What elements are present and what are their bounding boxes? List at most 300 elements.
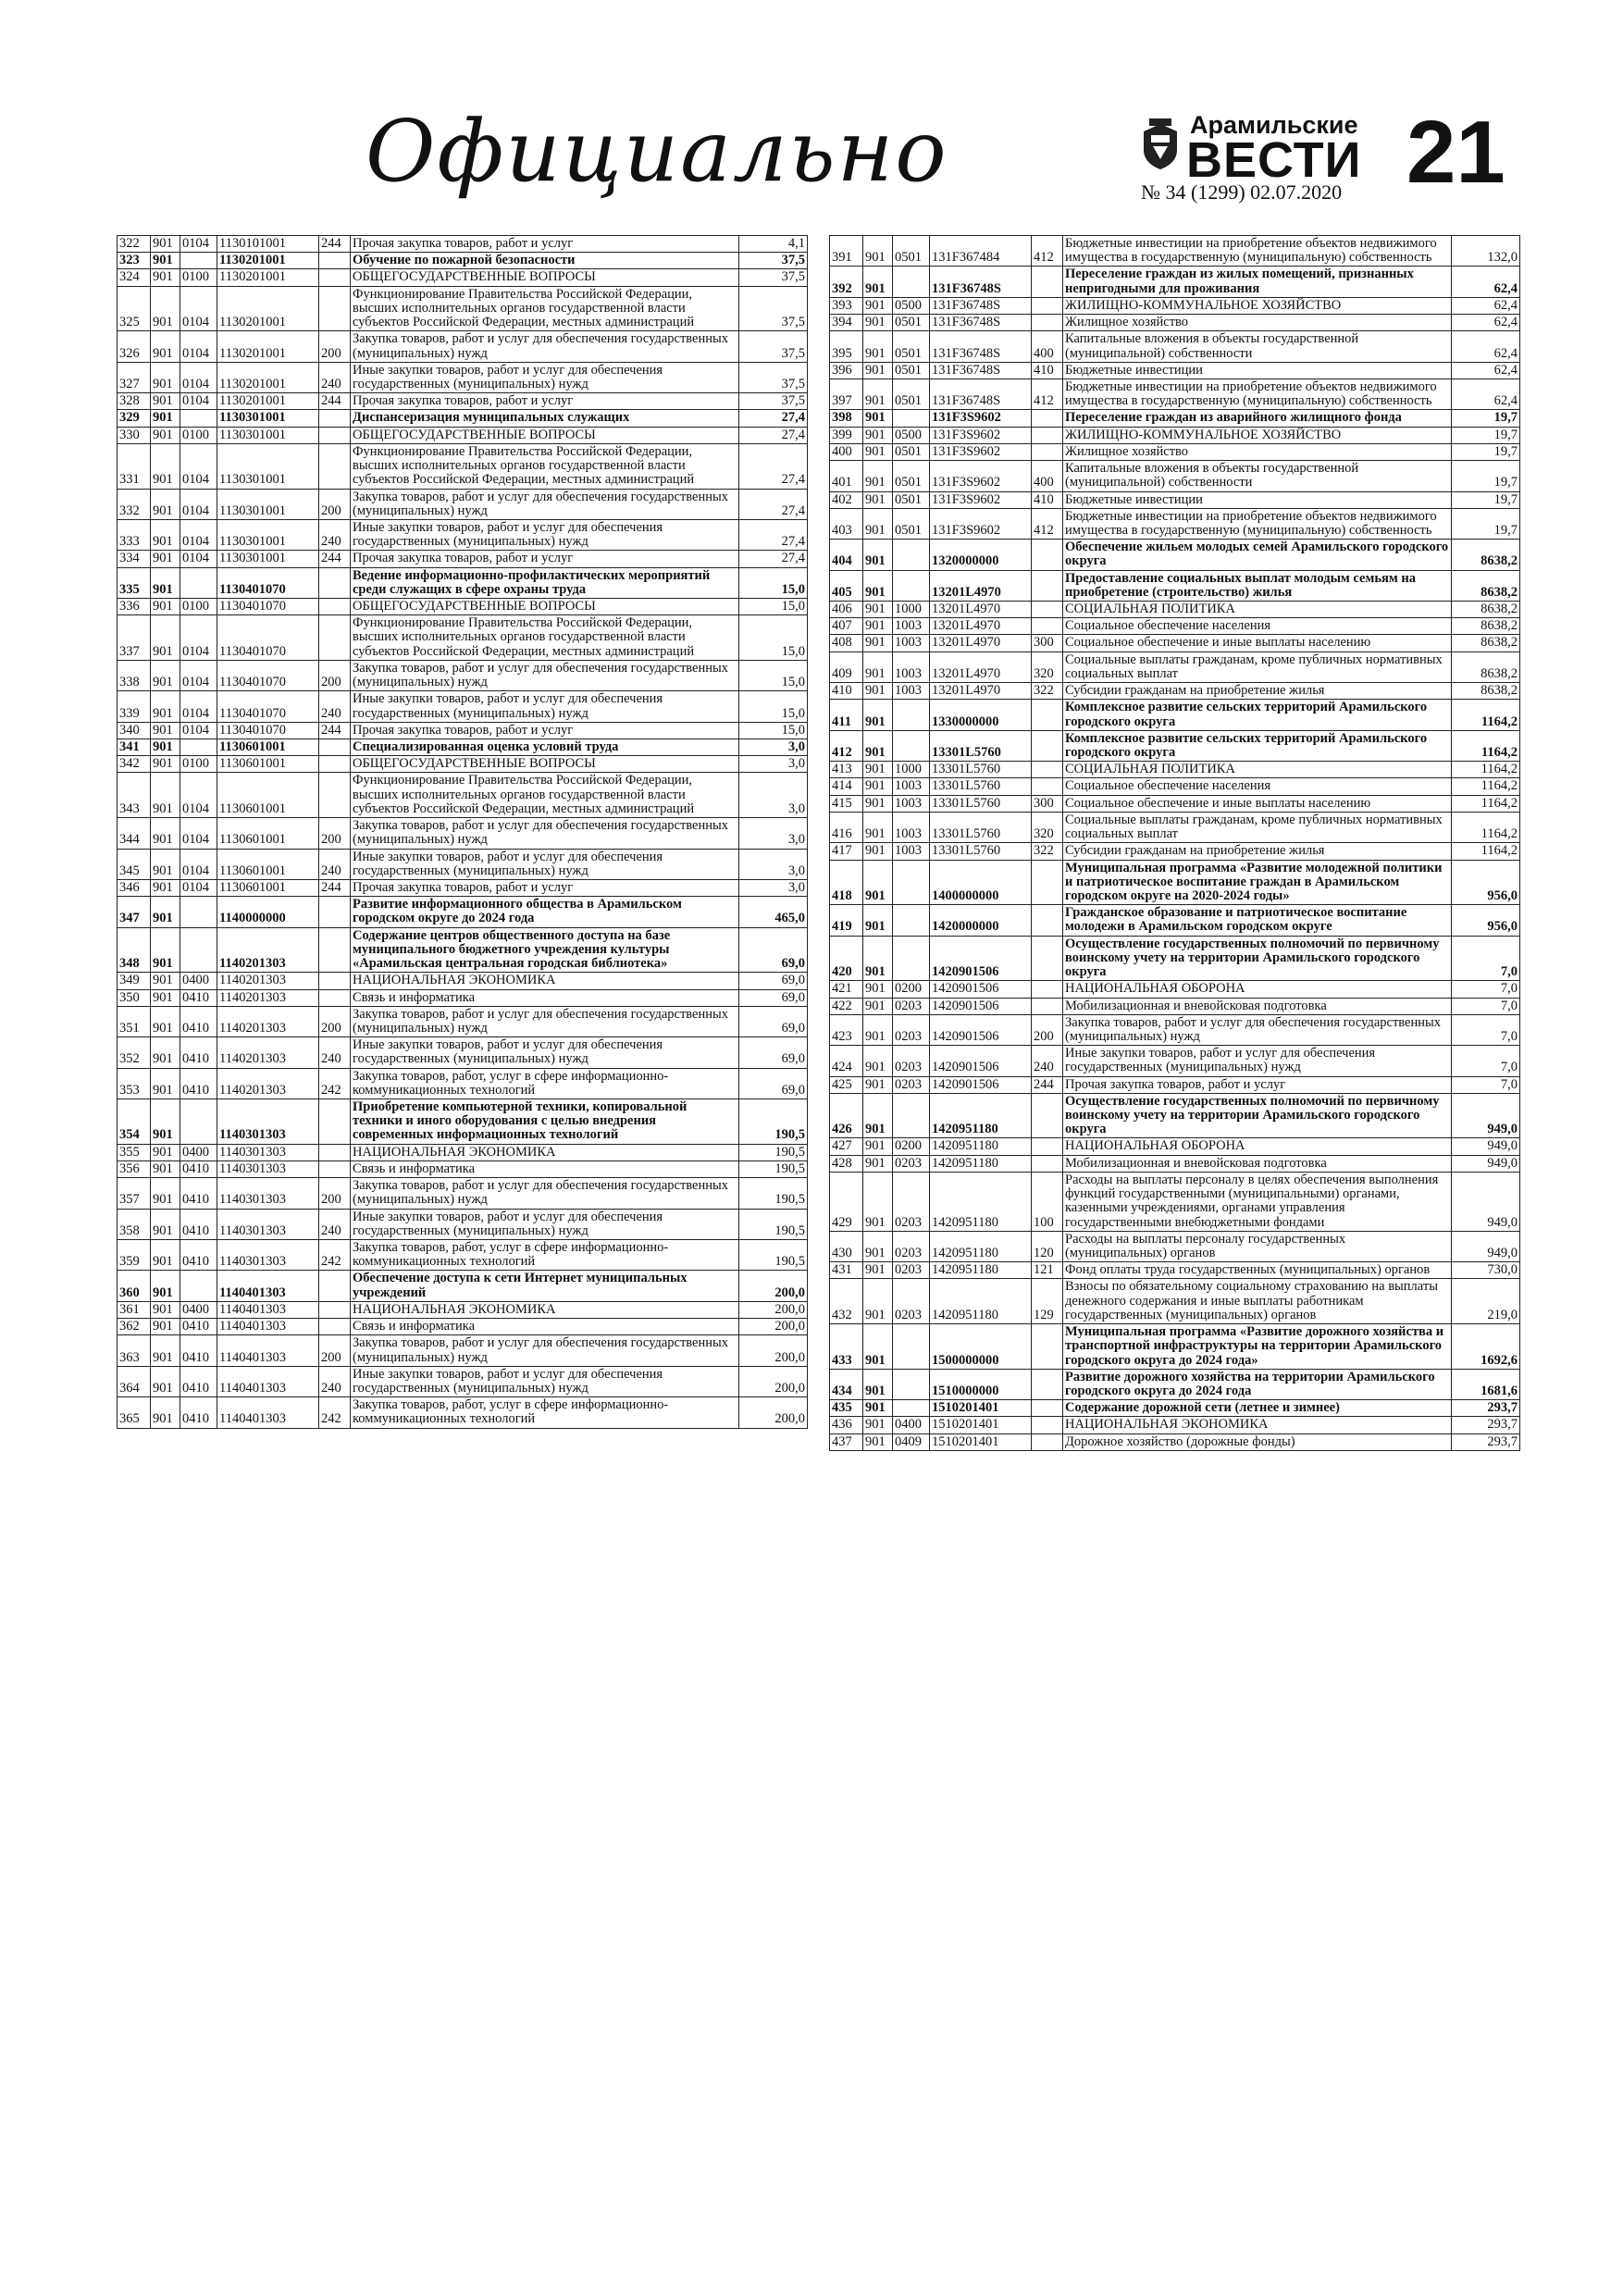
target-code: 13301L5760 [930, 812, 1032, 842]
amount: 69,0 [739, 973, 808, 989]
amount: 69,0 [739, 989, 808, 1006]
target-code: 1130201001 [217, 362, 319, 392]
ministry-code: 901 [151, 660, 180, 690]
section-code: 1003 [893, 843, 930, 860]
expense-type-code [1032, 315, 1063, 331]
ministry-code: 901 [151, 739, 180, 756]
section-code [180, 567, 217, 598]
row-number: 360 [118, 1271, 151, 1301]
section-code: 0501 [893, 315, 930, 331]
expense-type-code: 244 [319, 393, 351, 410]
row-number: 347 [118, 897, 151, 927]
table-row [830, 236, 1520, 267]
ministry-code: 901 [151, 849, 180, 879]
table-row [118, 599, 808, 615]
expense-type-code [319, 1099, 351, 1145]
target-code: 1420901506 [930, 1046, 1032, 1076]
target-code: 1420901506 [930, 1076, 1032, 1093]
target-code: 1320000000 [930, 540, 1032, 570]
table-row [118, 615, 808, 661]
ministry-code: 901 [151, 879, 180, 896]
item-name: Прочая закупка товаров, работ и услуг [351, 722, 739, 738]
ministry-code: 901 [863, 778, 893, 795]
amount: 62,4 [1452, 297, 1520, 314]
ministry-code: 901 [863, 981, 893, 998]
row-number: 418 [830, 860, 863, 905]
item-name: Капитальные вложения в объекты государственной (муниципальной) собственности [1063, 461, 1452, 491]
section-code: 1003 [893, 652, 930, 682]
section-code: 0410 [180, 1160, 217, 1177]
row-number: 414 [830, 778, 863, 795]
target-code: 1140301303 [217, 1209, 319, 1239]
table-row [118, 973, 808, 989]
expense-type-code [1032, 778, 1063, 795]
ministry-code: 901 [151, 236, 180, 253]
ministry-code: 901 [151, 1335, 180, 1366]
item-name: Иные закупки товаров, работ и услуг для обеспечения государственных (муниципальных) нужд [351, 1037, 739, 1068]
row-number: 357 [118, 1178, 151, 1209]
expense-type-code [319, 443, 351, 489]
item-name: Жилищное хозяйство [1063, 443, 1452, 460]
row-number: 334 [118, 551, 151, 567]
row-number: 425 [830, 1076, 863, 1093]
item-name: Комплексное развитие сельских территорий Арамильского городского округа [1063, 730, 1452, 761]
row-number: 403 [830, 508, 863, 539]
table-row [830, 1369, 1520, 1399]
item-name: Бюджетные инвестиции [1063, 362, 1452, 379]
expense-type-code: 121 [1032, 1262, 1063, 1279]
target-code: 1130201001 [217, 286, 319, 331]
section-code: 0410 [180, 1037, 217, 1068]
section-code: 0500 [893, 427, 930, 443]
row-number: 329 [118, 410, 151, 427]
row-number: 421 [830, 981, 863, 998]
item-name: Функционирование Правительства Российской Федерации, высших исполнительных органов государственной власти субъектов Российской Федерации, местных администраций [351, 443, 739, 489]
section-code: 0104 [180, 879, 217, 896]
expense-type-code: 200 [319, 331, 351, 362]
amount: 62,4 [1452, 331, 1520, 362]
expense-type-code: 242 [319, 1068, 351, 1098]
item-name: ОБЩЕГОСУДАРСТВЕННЫЕ ВОПРОСЫ [351, 599, 739, 615]
target-code: 13301L5760 [930, 778, 1032, 795]
row-number: 434 [830, 1369, 863, 1399]
target-code: 1140201303 [217, 1006, 319, 1036]
expense-type-code: 300 [1032, 635, 1063, 652]
table-row [830, 762, 1520, 778]
row-number: 406 [830, 602, 863, 618]
section-code: 0104 [180, 849, 217, 879]
row-number: 330 [118, 427, 151, 443]
item-name: Расходы на выплаты персоналу государственных (муниципальных) органов [1063, 1231, 1452, 1261]
row-number: 361 [118, 1301, 151, 1318]
amount: 293,7 [1452, 1400, 1520, 1417]
target-code: 1130101001 [217, 236, 319, 253]
expense-type-code [1032, 267, 1063, 297]
target-code: 13201L4970 [930, 683, 1032, 700]
item-name: Функционирование Правительства Российской Федерации, высших исполнительных органов государственной власти субъектов Российской Федерации, местных администраций [351, 615, 739, 661]
table-row [118, 1366, 808, 1396]
target-code: 1130301001 [217, 551, 319, 567]
target-code: 1140201303 [217, 1037, 319, 1068]
row-number: 413 [830, 762, 863, 778]
table-row [118, 897, 808, 927]
item-name: Специализированная оценка условий труда [351, 739, 739, 756]
row-number: 430 [830, 1231, 863, 1261]
expense-type-code [1032, 410, 1063, 427]
table-row [830, 1417, 1520, 1433]
section-code: 0104 [180, 286, 217, 331]
ministry-code: 901 [863, 1076, 893, 1093]
row-number: 349 [118, 973, 151, 989]
row-number: 346 [118, 879, 151, 896]
table-row [118, 1301, 808, 1318]
row-number: 412 [830, 730, 863, 761]
item-name: Осуществление государственных полномочий по первичному воинскому учету на территории Арамильского городского округа [1063, 936, 1452, 981]
section-code: 0410 [180, 1240, 217, 1271]
amount: 37,5 [739, 362, 808, 392]
amount: 200,0 [739, 1335, 808, 1366]
item-name: Комплексное развитие сельских территорий Арамильского городского округа [1063, 700, 1452, 730]
row-number: 333 [118, 519, 151, 550]
row-number: 392 [830, 267, 863, 297]
expense-type-code [319, 739, 351, 756]
amount: 200,0 [739, 1366, 808, 1396]
table-row [118, 1271, 808, 1301]
ministry-code: 901 [151, 1301, 180, 1318]
ministry-code: 901 [863, 443, 893, 460]
target-code: 131F3S9602 [930, 461, 1032, 491]
section-code [180, 927, 217, 973]
expense-type-code: 322 [1032, 843, 1063, 860]
section-code [893, 700, 930, 730]
item-name: Связь и информатика [351, 1319, 739, 1335]
expense-type-code: 300 [1032, 795, 1063, 812]
expense-type-code: 410 [1032, 491, 1063, 508]
ministry-code: 901 [151, 551, 180, 567]
expense-type-code [319, 410, 351, 427]
ministry-code: 901 [151, 1144, 180, 1160]
ministry-code: 901 [151, 489, 180, 519]
ministry-code: 901 [863, 1172, 893, 1231]
ministry-code: 901 [151, 756, 180, 773]
table-row [830, 1433, 1520, 1450]
row-number: 331 [118, 443, 151, 489]
amount: 190,5 [739, 1178, 808, 1209]
item-name: Обеспечение доступа к сети Интернет муниципальных учреждений [351, 1271, 739, 1301]
section-code: 0203 [893, 1172, 930, 1231]
table-row [830, 1046, 1520, 1076]
table-row [118, 1160, 808, 1177]
item-name: Закупка товаров, работ и услуг для обеспечения государственных (муниципальных) нужд [351, 1006, 739, 1036]
row-number: 359 [118, 1240, 151, 1271]
table-row [830, 297, 1520, 314]
section-code [893, 860, 930, 905]
item-name: Взносы по обязательному социальному страхованию на выплаты денежного содержания и иные выплаты работникам государственных (муниципальных) органов [1063, 1279, 1452, 1324]
table-row [118, 1209, 808, 1239]
expense-type-code [319, 567, 351, 598]
section-code: 1000 [893, 762, 930, 778]
item-name: Закупка товаров, работ и услуг для обеспечения государственных (муниципальных) нужд [351, 489, 739, 519]
table-row [118, 1144, 808, 1160]
expense-type-code [319, 1319, 351, 1335]
expense-type-code: 412 [1032, 236, 1063, 267]
amount: 15,0 [739, 660, 808, 690]
target-code: 1130401070 [217, 567, 319, 598]
row-number: 340 [118, 722, 151, 738]
ministry-code: 901 [863, 1262, 893, 1279]
expense-type-code [1032, 427, 1063, 443]
brand-name-large: ВЕСТИ [1186, 132, 1362, 188]
target-code: 1130401070 [217, 691, 319, 722]
target-code: 13301L5760 [930, 795, 1032, 812]
item-name: Социальное обеспечение населения [1063, 778, 1452, 795]
target-code: 1140201303 [217, 927, 319, 973]
ministry-code: 901 [151, 973, 180, 989]
amount: 1164,2 [1452, 795, 1520, 812]
item-name: Закупка товаров, работ, услуг в сфере информационно-коммуникационных технологий [351, 1397, 739, 1428]
ministry-code: 901 [151, 691, 180, 722]
expense-type-code: 242 [319, 1397, 351, 1428]
ministry-code: 901 [863, 315, 893, 331]
expense-type-code: 322 [1032, 683, 1063, 700]
row-number: 409 [830, 652, 863, 682]
section-code [893, 905, 930, 936]
section-code [893, 936, 930, 981]
item-name: Иные закупки товаров, работ и услуг для обеспечения государственных (муниципальных) нужд [351, 1366, 739, 1396]
section-code: 0203 [893, 1279, 930, 1324]
row-number: 338 [118, 660, 151, 690]
row-number: 415 [830, 795, 863, 812]
table-row [830, 1014, 1520, 1045]
target-code: 1400000000 [930, 860, 1032, 905]
target-code: 131F36748S [930, 362, 1032, 379]
amount: 200,0 [739, 1319, 808, 1335]
table-row [830, 700, 1520, 730]
target-code: 1140301303 [217, 1144, 319, 1160]
target-code: 1330000000 [930, 700, 1032, 730]
target-code: 1420951180 [930, 1138, 1032, 1155]
expense-type-code [1032, 297, 1063, 314]
item-name: Функционирование Правительства Российской Федерации, высших исполнительных органов государственной власти субъектов Российской Федерации, местных администраций [351, 773, 739, 818]
row-number: 429 [830, 1172, 863, 1231]
ministry-code: 901 [151, 427, 180, 443]
ministry-code: 901 [863, 1400, 893, 1417]
target-code: 1130201001 [217, 269, 319, 286]
target-code: 1130401070 [217, 722, 319, 738]
item-name: Закупка товаров, работ и услуг для обеспечения государственных (муниципальных) нужд [351, 331, 739, 362]
amount: 956,0 [1452, 905, 1520, 936]
amount: 27,4 [739, 519, 808, 550]
target-code: 1140301303 [217, 1240, 319, 1271]
amount: 949,0 [1452, 1138, 1520, 1155]
table-row [830, 267, 1520, 297]
row-number: 399 [830, 427, 863, 443]
expense-type-code [319, 897, 351, 927]
ministry-code: 901 [151, 393, 180, 410]
expense-type-code: 400 [1032, 331, 1063, 362]
target-code: 1420951180 [930, 1155, 1032, 1172]
ministry-code: 901 [863, 331, 893, 362]
table-row [830, 981, 1520, 998]
target-code: 13201L4970 [930, 570, 1032, 601]
target-code: 1130401070 [217, 615, 319, 661]
target-code: 1130301001 [217, 519, 319, 550]
expense-type-code: 120 [1032, 1231, 1063, 1261]
section-code: 1003 [893, 795, 930, 812]
amount: 19,7 [1452, 410, 1520, 427]
amount: 37,5 [739, 331, 808, 362]
target-code: 1130201001 [217, 253, 319, 269]
table-row [118, 427, 808, 443]
ministry-code: 901 [863, 461, 893, 491]
item-name: Переселение граждан из аварийного жилищного фонда [1063, 410, 1452, 427]
amount: 27,4 [739, 443, 808, 489]
expense-type-code [319, 989, 351, 1006]
item-name: Иные закупки товаров, работ и услуг для обеспечения государственных (муниципальных) нужд [351, 362, 739, 392]
section-code: 0400 [893, 1417, 930, 1433]
row-number: 422 [830, 998, 863, 1014]
section-code: 0104 [180, 818, 217, 849]
target-code: 13201L4970 [930, 602, 1032, 618]
table-row [118, 1099, 808, 1145]
section-code: 0501 [893, 443, 930, 460]
expense-type-code [319, 973, 351, 989]
target-code: 1130301001 [217, 443, 319, 489]
section-code: 0100 [180, 756, 217, 773]
amount: 37,5 [739, 253, 808, 269]
expense-type-code [1032, 618, 1063, 635]
target-code: 1140201303 [217, 989, 319, 1006]
target-code: 131F3S9602 [930, 508, 1032, 539]
table-row [118, 286, 808, 331]
table-row [118, 1037, 808, 1068]
section-code [893, 1324, 930, 1370]
table-row [118, 1240, 808, 1271]
expense-type-code: 412 [1032, 379, 1063, 409]
table-row [830, 570, 1520, 601]
amount: 293,7 [1452, 1417, 1520, 1433]
target-code: 1510201401 [930, 1400, 1032, 1417]
table-row [830, 730, 1520, 761]
table-row [118, 1335, 808, 1366]
table-row [830, 936, 1520, 981]
target-code: 1130201001 [217, 393, 319, 410]
amount: 3,0 [739, 818, 808, 849]
target-code: 1140401303 [217, 1397, 319, 1428]
coat-of-arms-icon [1140, 118, 1181, 170]
expense-type-code: 240 [319, 1366, 351, 1396]
expense-type-code [1032, 998, 1063, 1014]
row-number: 324 [118, 269, 151, 286]
target-code: 1130301001 [217, 410, 319, 427]
expense-type-code: 400 [1032, 461, 1063, 491]
expense-type-code [1032, 1369, 1063, 1399]
item-name: Закупка товаров, работ, услуг в сфере информационно-коммуникационных технологий [351, 1240, 739, 1271]
table-row [118, 253, 808, 269]
amount: 37,5 [739, 269, 808, 286]
ministry-code: 901 [863, 362, 893, 379]
item-name: Развитие информационного общества в Арамильском городском округе до 2024 года [351, 897, 739, 927]
section-code: 0203 [893, 1262, 930, 1279]
expense-type-code: 100 [1032, 1172, 1063, 1231]
expense-type-code: 240 [319, 691, 351, 722]
table-row [830, 362, 1520, 379]
table-row [830, 1155, 1520, 1172]
section-code: 0104 [180, 393, 217, 410]
ministry-code: 901 [151, 1068, 180, 1098]
ministry-code: 901 [151, 1178, 180, 1209]
expense-type-code [1032, 1433, 1063, 1450]
item-name: Социальное обеспечение и иные выплаты населению [1063, 795, 1452, 812]
expense-type-code [1032, 1155, 1063, 1172]
row-number: 322 [118, 236, 151, 253]
amount: 62,4 [1452, 315, 1520, 331]
section-code: 0200 [893, 981, 930, 998]
ministry-code: 901 [863, 540, 893, 570]
ministry-code: 901 [151, 897, 180, 927]
ministry-code: 901 [151, 615, 180, 661]
expense-type-code: 240 [319, 1209, 351, 1239]
amount: 730,0 [1452, 1262, 1520, 1279]
table-row [830, 1138, 1520, 1155]
target-code: 1500000000 [930, 1324, 1032, 1370]
target-code: 1420901506 [930, 998, 1032, 1014]
expense-type-code [1032, 1417, 1063, 1433]
amount: 69,0 [739, 1037, 808, 1068]
item-name: Гражданское образование и патриотическое воспитание молодежи в Арамильском городском округе [1063, 905, 1452, 936]
ministry-code: 901 [151, 1006, 180, 1036]
item-name: Субсидии гражданам на приобретение жилья [1063, 843, 1452, 860]
budget-table-right [829, 235, 1520, 1451]
expense-type-code [319, 269, 351, 286]
section-code: 0104 [180, 691, 217, 722]
ministry-code: 901 [863, 427, 893, 443]
section-code: 0410 [180, 1397, 217, 1428]
item-name: НАЦИОНАЛЬНАЯ ЭКОНОМИКА [1063, 1417, 1452, 1433]
section-code [180, 1099, 217, 1145]
expense-type-code [1032, 1138, 1063, 1155]
row-number: 437 [830, 1433, 863, 1450]
section-code: 0410 [180, 1006, 217, 1036]
row-number: 364 [118, 1366, 151, 1396]
item-name: Субсидии гражданам на приобретение жилья [1063, 683, 1452, 700]
item-name: ЖИЛИЩНО-КОММУНАЛЬНОЕ ХОЗЯЙСТВО [1063, 297, 1452, 314]
item-name: Закупка товаров, работ и услуг для обеспечения государственных (муниципальных) нужд [351, 1335, 739, 1366]
ministry-code: 901 [151, 599, 180, 615]
ministry-code: 901 [151, 1319, 180, 1335]
ministry-code: 901 [863, 410, 893, 427]
ministry-code: 901 [151, 818, 180, 849]
amount: 19,7 [1452, 508, 1520, 539]
expense-type-code [319, 773, 351, 818]
expense-type-code: 129 [1032, 1279, 1063, 1324]
ministry-code: 901 [863, 1324, 893, 1370]
section-code: 0501 [893, 379, 930, 409]
table-row [830, 443, 1520, 460]
item-name: Закупка товаров, работ и услуг для обеспечения государственных (муниципальных) нужд [351, 660, 739, 690]
ministry-code: 901 [863, 843, 893, 860]
amount: 19,7 [1452, 427, 1520, 443]
amount: 19,7 [1452, 461, 1520, 491]
section-code: 0410 [180, 1335, 217, 1366]
item-name: Бюджетные инвестиции на приобретение объектов недвижимого имущества в государственную (муниципальную) собственность [1063, 379, 1452, 409]
section-code [893, 1369, 930, 1399]
row-number: 393 [830, 297, 863, 314]
table-row [830, 860, 1520, 905]
amount: 7,0 [1452, 1046, 1520, 1076]
ministry-code: 901 [151, 443, 180, 489]
target-code: 1130301001 [217, 489, 319, 519]
